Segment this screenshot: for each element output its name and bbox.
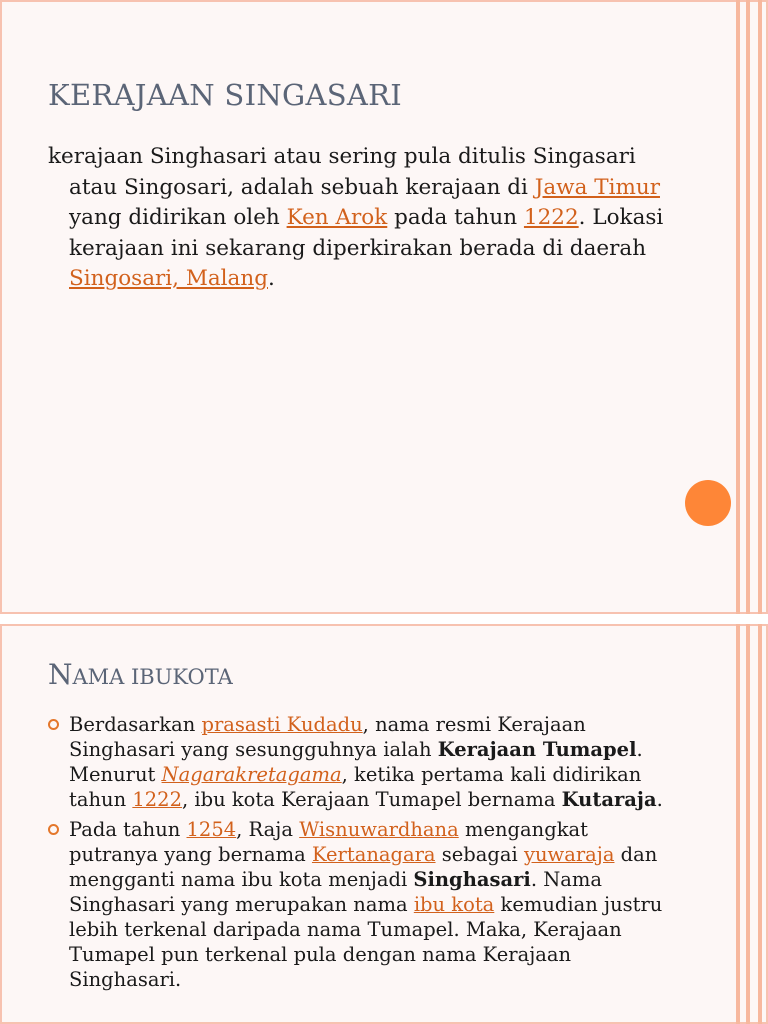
bold-text: Kerajaan Tumapel (437, 738, 637, 761)
bullet-circle-icon (48, 719, 59, 730)
link-yuwaraja[interactable]: yuwaraja (523, 843, 615, 866)
bullet-text: , ketika pertama kali didirikan tahun (69, 763, 642, 811)
bold-text: Kutaraja (561, 788, 657, 811)
link-nagarakretagama[interactable]: Nagarakretagama (161, 763, 342, 786)
decorative-rail (758, 624, 762, 1024)
accent-circle-icon (685, 480, 731, 526)
link-ibu-kota[interactable]: ibu kota (413, 893, 495, 916)
bullet-item (48, 817, 668, 992)
title-initial: N (48, 658, 73, 691)
link-year-1222[interactable]: 1222 (523, 205, 579, 230)
bullet-text: , Raja (236, 818, 300, 841)
bullet-text: Berdasarkan (69, 713, 202, 736)
paragraph-text: . Lokasi kerajaan ini sekarang diperkirakan berada di daerah (69, 205, 664, 261)
link-singosari-malang[interactable]: Singosari, Malang (69, 266, 268, 291)
bullet-text: , ibu kota Kerajaan Tumapel bernama (181, 788, 562, 811)
bullet-item (48, 712, 668, 812)
link-prasasti-kudadu[interactable]: prasasti Kudadu (201, 713, 363, 736)
link-wisnuwardhana[interactable]: Wisnuwardhana (299, 818, 459, 841)
bullet-list (48, 712, 668, 997)
bullet-circle-icon (48, 824, 59, 835)
bullet-text: Pada tahun (69, 818, 187, 841)
decorative-rail (736, 624, 740, 1024)
bullet-text: sebagai (435, 843, 524, 866)
title-rest: AMA IBUKOTA (72, 665, 233, 689)
slide-title: KERAJAAN SINGASARI (48, 78, 403, 112)
link-ken-arok[interactable]: Ken Arok (286, 205, 388, 230)
bullet-text: . Nama Singhasari yang merupakan nama (69, 868, 603, 916)
paragraph-text: pada tahun (387, 205, 524, 230)
decorative-rail (746, 624, 750, 1024)
paragraph-text: kerajaan Singhasari atau sering pula ditulis Singasari atau Singosari, adalah sebuah kerajaan di (48, 144, 636, 200)
slide-2 (0, 624, 768, 1024)
decorative-rail (758, 0, 762, 614)
bullet-text: . (656, 788, 663, 811)
bullet-text: kemudian justru lebih terkenal daripada nama Tumapel. Maka, Kerajaan Tumapel pun terkenal pula dengan nama Kerajaan Singhasari. (69, 893, 663, 991)
decorative-rail (736, 0, 740, 614)
link-year-1222[interactable]: 1222 (132, 788, 182, 811)
paragraph-text: . (267, 266, 275, 291)
section-title (48, 658, 233, 691)
link-year-1254[interactable]: 1254 (186, 818, 237, 841)
bullet-text: , nama resmi Kerajaan Singhasari yang sesungguhnya ialah (69, 713, 586, 761)
bullet-text: . Menurut (69, 738, 643, 786)
intro-paragraph (48, 142, 679, 295)
decorative-rail (746, 0, 750, 614)
paragraph-text: yang didirikan oleh (69, 205, 287, 230)
link-jawa-timur[interactable]: Jawa Timur (534, 174, 660, 200)
bullet-text: dan mengganti nama ibu kota menjadi (69, 843, 658, 891)
bullet-text: mengangkat putranya yang bernama (69, 818, 588, 866)
link-kertanagara[interactable]: Kertanagara (311, 843, 436, 866)
bold-text: Singhasari (413, 868, 531, 891)
